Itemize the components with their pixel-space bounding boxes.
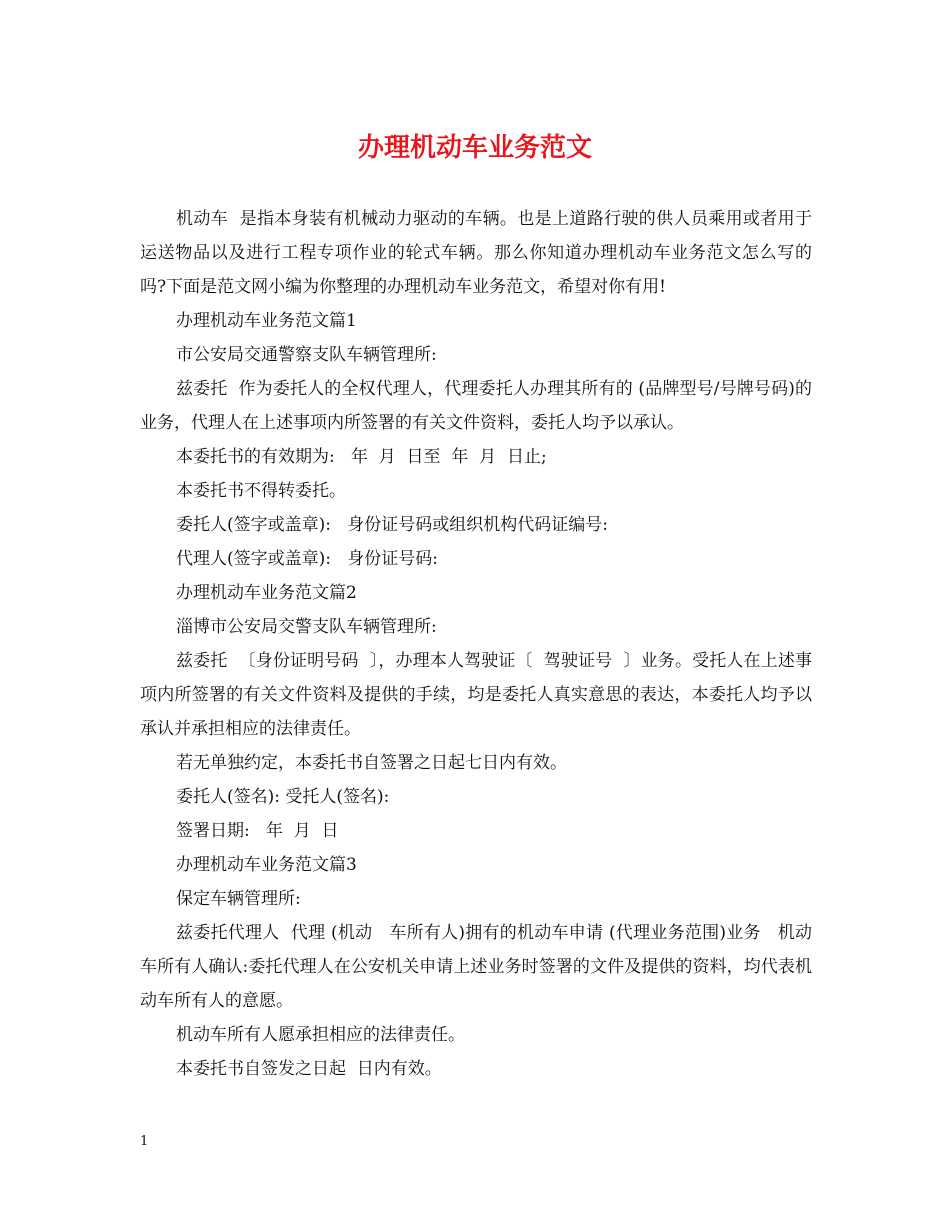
paragraph: 代理人(签字或盖章): 身份证号码:	[176, 549, 438, 569]
section-heading: 办理机动车业务范文篇3	[176, 855, 357, 875]
paragraph: 市公安局交通警察支队车辆管理所:	[176, 345, 437, 365]
paragraph: 机动车 是指本身装有机械动力驱动的车辆。也是上道路行驶的供人员乘用或者用于运送物品以及进行工程专项作业的轮式车辆。那么你知道办理机动车业务范文怎么写的吗?下面是范文网小编为你整理的办理机动车业务范文，希望对你有用!	[140, 209, 812, 297]
paragraph: 本委托书自签发之日起 日内有效。	[176, 1059, 442, 1079]
document-title: 办理机动车业务范文	[357, 133, 592, 163]
paragraph: 委托人(签名): 受托人(签名):	[176, 787, 390, 807]
paragraph: 若无单独约定，本委托书自签署之日起七日内有效。	[176, 753, 567, 773]
paragraph: 签署日期: 年 月 日	[176, 821, 339, 841]
paragraph: 保定车辆管理所:	[176, 889, 301, 909]
document-body	[140, 202, 812, 1086]
paragraph: 兹委托 〔身份证明号码 〕，办理本人驾驶证〔 驾驶证号 〕业务。受托人在上述事项内所签署的有关文件资料及提供的手续，均是委托人真实意思的表达，本委托人均予以承认并承担相应的法律责任。	[140, 651, 812, 739]
section-heading: 办理机动车业务范文篇1	[176, 311, 357, 331]
paragraph: 委托人(签字或盖章): 身份证号码或组织机构代码证编号:	[176, 515, 608, 535]
page-number: 1	[140, 1134, 149, 1149]
paragraph: 机动车所有人愿承担相应的法律责任。	[176, 1025, 465, 1045]
paragraph: 本委托书的有效期为: 年 月 日至 年 月 日止;	[176, 447, 547, 467]
paragraph: 淄博市公安局交警支队车辆管理所:	[176, 617, 437, 637]
paragraph: 本委托书不得转委托。	[176, 481, 346, 501]
paragraph: 兹委托 作为委托人的全权代理人，代理委托人办理其所有的 (品牌型号/号牌号码)的业务，代理人在上述事项内所签署的有关文件资料，委托人均予以承认。	[140, 379, 812, 433]
section-heading: 办理机动车业务范文篇2	[176, 583, 357, 603]
paragraph: 兹委托代理人 代理 (机动 车所有人)拥有的机动车申请 (代理业务范围)业务 机动车所有人确认:委托代理人在公安机关申请上述业务时签署的文件及提供的资料，均代表机动车所有人的意愿。	[140, 923, 812, 1011]
